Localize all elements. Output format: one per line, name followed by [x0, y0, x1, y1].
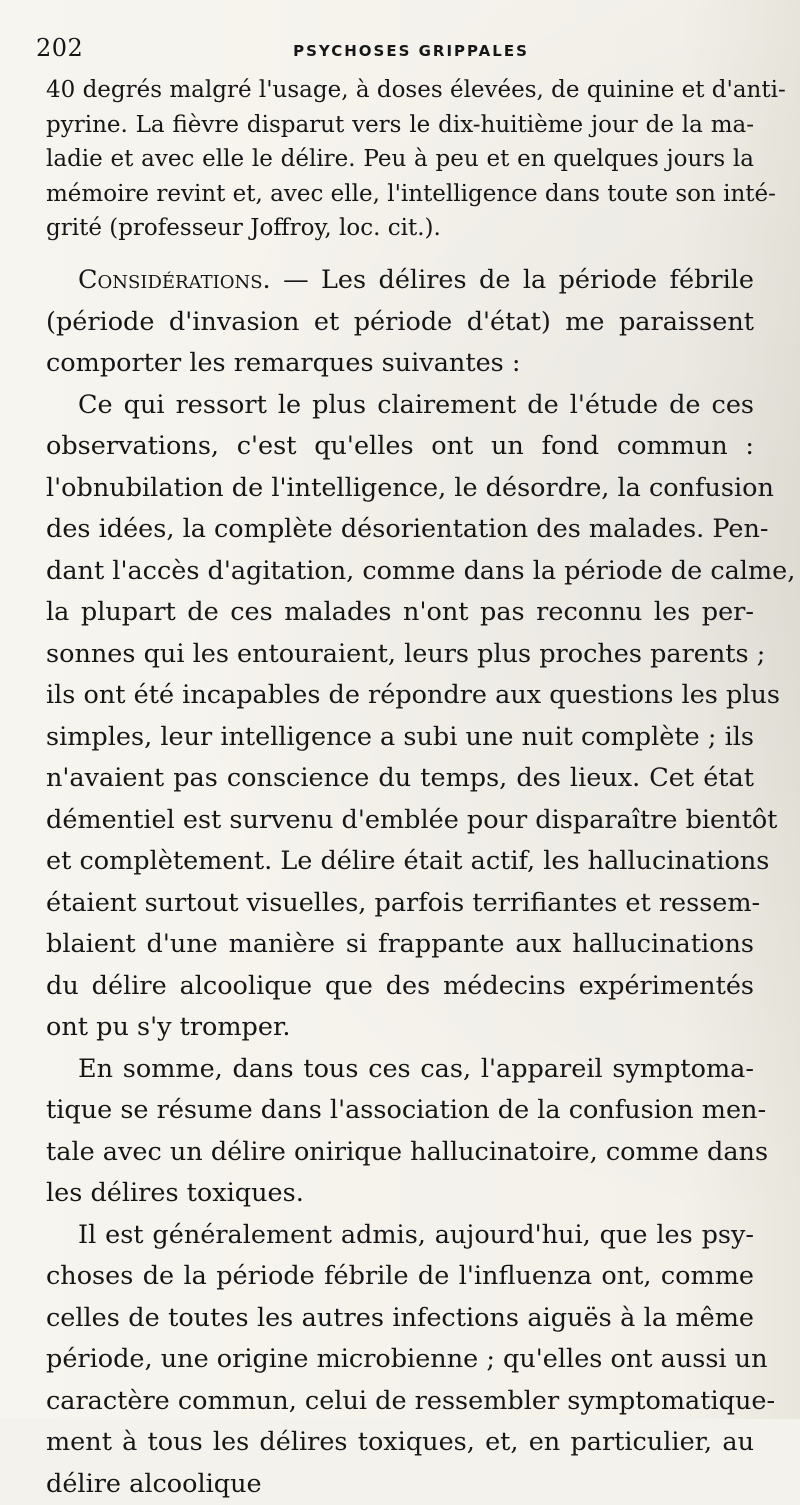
- heading-dash: —: [271, 265, 321, 295]
- text-line: simples, leur intelligence a subi une nuit complète ; ils: [46, 717, 754, 759]
- text-line: l'obnubilation de l'intelligence, le désordre, la confusion: [46, 468, 754, 510]
- text-line: ils ont été incapables de répondre aux questions les plus: [46, 675, 754, 717]
- text-line: du délire alcoolique que des médecins expérimentés: [46, 966, 754, 1008]
- text-segment: Les délires de la période fébrile: [321, 265, 754, 295]
- text-line: période, une origine microbienne ; qu'elles ont aussi un: [46, 1339, 754, 1381]
- text-line: blaient d'une manière si frappante aux hallucinations: [46, 924, 754, 966]
- text-line: celles de toutes les autres infections aiguës à la même: [46, 1298, 754, 1340]
- text-line: grité (professeur Joffroy, loc. cit.).: [46, 211, 754, 246]
- text-line: En somme, dans tous ces cas, l'appareil symptoma-: [46, 1049, 754, 1091]
- text-line: comporter les remarques suivantes :: [46, 343, 754, 385]
- page-number: 202: [36, 34, 83, 62]
- text-line: Il est généralement admis, aujourd'hui, que les psy-: [46, 1215, 754, 1257]
- text-line: pyrine. La fièvre disparut vers le dix-huitième jour de la ma-: [46, 108, 754, 143]
- text-line: 40 degrés malgré l'usage, à doses élevées, de quinine et d'anti-: [46, 73, 754, 108]
- text-line: observations, c'est qu'elles ont un fond commun :: [46, 426, 754, 468]
- running-head: PSYCHOSES GRIPPALES: [36, 42, 756, 60]
- text-line: étaient surtout visuelles, parfois terrifiantes et ressem-: [46, 883, 754, 925]
- text-line: la plupart de ces malades n'ont pas reconnu les per-: [46, 592, 754, 634]
- text-line: ment à tous les délires toxiques, et, en particulier, au: [46, 1422, 754, 1464]
- opening-paragraph: [46, 73, 754, 246]
- text-line: dant l'accès d'agitation, comme dans la période de calme,: [46, 551, 754, 593]
- text-line: [46, 260, 754, 302]
- text-line: des idées, la complète désorientation des malades. Pen-: [46, 509, 754, 551]
- text-line: Ce qui ressort le plus clairement de l'étude de ces: [46, 385, 754, 427]
- text-line: démentiel est survenu d'emblée pour disparaître bientôt: [46, 800, 754, 842]
- text-line: (période d'invasion et période d'état) me paraissent: [46, 302, 754, 344]
- section-heading: Considérations.: [78, 265, 271, 295]
- text-line: les délires toxiques.: [46, 1173, 754, 1215]
- text-line: et complètement. Le délire était actif, les hallucinations: [46, 841, 754, 883]
- text-line: ladie et avec elle le délire. Peu à peu et en quelques jours la: [46, 142, 754, 177]
- text-line: tique se résume dans l'association de la confusion men-: [46, 1090, 754, 1132]
- text-line: sonnes qui les entouraient, leurs plus proches parents ;: [46, 634, 754, 676]
- text-line: ont pu s'y tromper.: [46, 1007, 754, 1049]
- text-line: choses de la période fébrile de l'influenza ont, comme: [46, 1256, 754, 1298]
- considerations-section: [46, 260, 754, 1505]
- page-header: [36, 34, 756, 74]
- text-line: n'avaient pas conscience du temps, des lieux. Cet état: [46, 758, 754, 800]
- text-line: tale avec un délire onirique hallucinatoire, comme dans: [46, 1132, 754, 1174]
- text-line: délire alcoolique: [46, 1464, 754, 1505]
- text-line: caractère commun, celui de ressembler symptomatique-: [46, 1381, 754, 1423]
- text-line: mémoire revint et, avec elle, l'intelligence dans toute son inté-: [46, 177, 754, 212]
